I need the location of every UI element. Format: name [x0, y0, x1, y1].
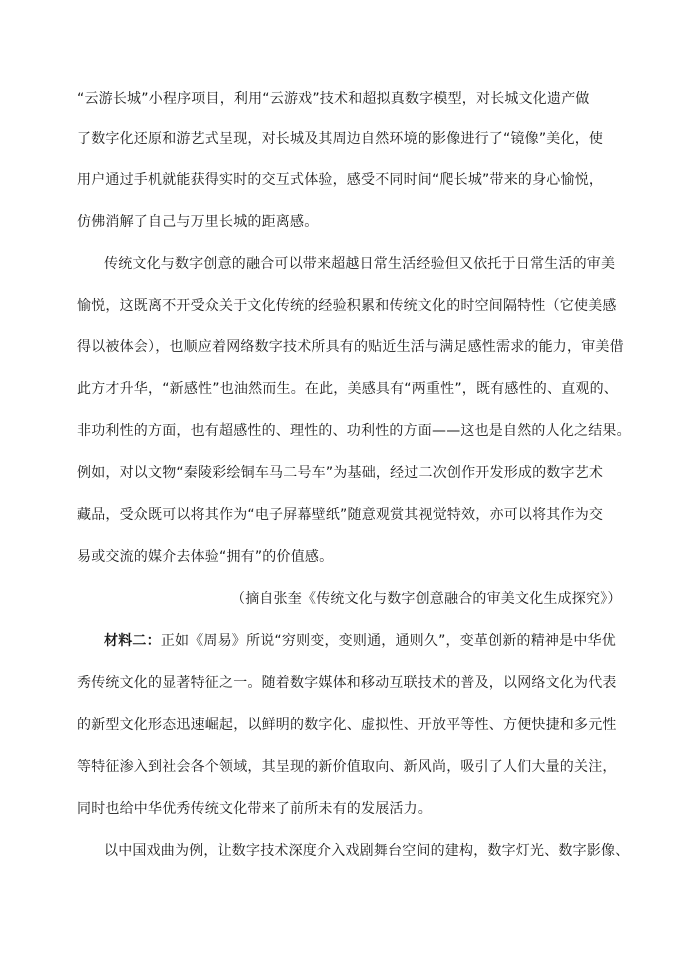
material-first-line: 正如《周易》所说“穷则变，变则通，通则久”，变革创新的精神是中华优 [160, 633, 616, 649]
text-line: 同时也给中华优秀传统文化带来了前所未有的发展活力。 [77, 801, 432, 817]
text-line: 愉悦，这既离不开受众关于文化传统的经验积累和传统文化的时空间隔特性（它使美感 [77, 298, 617, 314]
text-line: 秀传统文化的显著特征之一。随着数字媒体和移动互联技术的普及，以网络文化为代表 [77, 675, 617, 691]
text-line: 得以被体会），也顺应着网络数字技术所具有的贴近生活与满足感性需求的能力，审美借 [77, 339, 624, 355]
text-line: 藏品，受众既可以将其作为“电子屏幕壁纸”随意观赏其视觉特效，亦可以将其作为交 [77, 507, 604, 523]
text-line: 易或交流的媒介去体验“拥有”的价值感。 [77, 549, 334, 565]
text-line: 用户通过手机就能获得实时的交互式体验，感受不同时间“爬长城”带来的身心愉悦， [77, 172, 604, 188]
text-line: 传统文化与数字创意的融合可以带来超越日常生活经验但又依托于日常生活的审美 [104, 256, 616, 272]
text-line: 以中国戏曲为例，让数字技术深度介入戏剧舞台空间的建构，数字灯光、数字影像、 [104, 843, 630, 859]
text-line: 例如，对以文物“秦陵彩绘铜车马二号车”为基础，经过二次创作开发形成的数字艺术 [77, 465, 604, 481]
text-line: 等特征渗入到社会各个领域，其呈现的新价值取向、新风尚，吸引了人们大量的关注， [77, 759, 617, 775]
material-line [104, 631, 616, 651]
text-line: 了数字化还原和游艺式呈现，对长城及其周边自然环境的影像进行了“镜像”美化，使 [77, 131, 604, 147]
material-label: 材料二： [104, 633, 161, 649]
text-line: “云游长城”小程序项目，利用“云游戏”技术和超拟真数字模型，对长城文化遗产做 [77, 91, 590, 107]
text-line: 仿佛消解了自己与万里长城的距离感。 [77, 214, 319, 230]
text-line: 非功利性的方面，也有超感性的、理性的、功利性的方面——这也是自然的人化之结果。 [77, 423, 631, 439]
text-line: 的新型文化形态迅速崛起，以鲜明的数字化、虚拟性、开放平等性、方便快捷和多元性 [77, 717, 617, 733]
source-citation: （摘自张奎《传统文化与数字创意融合的审美文化生成探究》） [231, 591, 622, 607]
text-line: 此方才升华，“新感性”也油然而生。在此，美感具有“两重性”，既有感性的、直观的、 [77, 381, 619, 397]
